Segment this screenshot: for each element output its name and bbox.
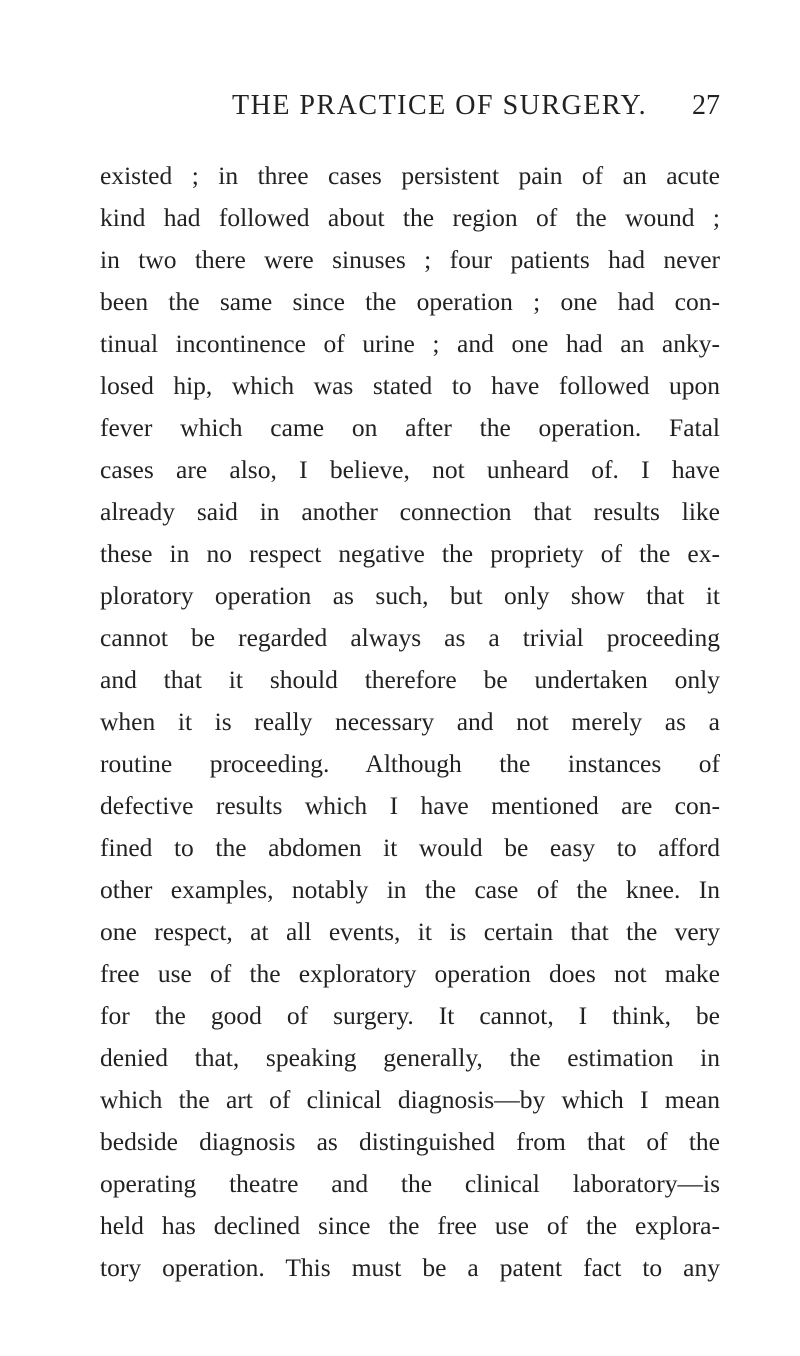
text-line: for the good of surgery. It cannot, I think, be bbox=[100, 1001, 720, 1030]
text-line: operating theatre and the clinical laboratory—is bbox=[100, 1169, 720, 1198]
text-line: cannot be regarded always as a trivial proceeding bbox=[100, 623, 720, 652]
body-text bbox=[100, 155, 720, 1289]
text-line: fined to the abdomen it would be easy to afford bbox=[100, 833, 720, 862]
text-line: one respect, at all events, it is certain that the very bbox=[100, 917, 720, 946]
text-line: in two there were sinuses ; four patients had never bbox=[100, 245, 720, 274]
text-line: ploratory operation as such, but only show that it bbox=[100, 581, 720, 610]
text-line: tory operation. This must be a patent fact to any bbox=[100, 1253, 720, 1282]
running-title: THE PRACTICE OF SURGERY. bbox=[232, 90, 648, 121]
running-head bbox=[100, 90, 720, 130]
text-line: bedside diagnosis as distinguished from that of the bbox=[100, 1127, 720, 1156]
text-line: existed ; in three cases persistent pain of an acute bbox=[100, 161, 720, 190]
text-line: routine proceeding. Although the instances of bbox=[100, 749, 720, 778]
text-line: losed hip, which was stated to have followed upon bbox=[100, 371, 720, 400]
text-line: when it is really necessary and not merely as a bbox=[100, 707, 720, 736]
text-line: which the art of clinical diagnosis—by which I mean bbox=[100, 1085, 720, 1114]
text-line: cases are also, I believe, not unheard of. I have bbox=[100, 455, 720, 484]
page-number: 27 bbox=[692, 90, 720, 121]
text-line: tinual incontinence of urine ; and one had an anky- bbox=[100, 329, 720, 358]
text-line: free use of the exploratory operation does not make bbox=[100, 959, 720, 988]
text-line: denied that, speaking generally, the estimation in bbox=[100, 1043, 720, 1072]
text-line: and that it should therefore be undertaken only bbox=[100, 665, 720, 694]
text-line: defective results which I have mentioned are con- bbox=[100, 791, 720, 820]
text-line: been the same since the operation ; one had con- bbox=[100, 287, 720, 316]
text-line: held has declined since the free use of the explora- bbox=[100, 1211, 720, 1240]
text-line: other examples, notably in the case of the knee. In bbox=[100, 875, 720, 904]
text-line: these in no respect negative the propriety of the ex- bbox=[100, 539, 720, 568]
text-line: fever which came on after the operation. Fatal bbox=[100, 413, 720, 442]
text-line: kind had followed about the region of the wound ; bbox=[100, 203, 720, 232]
text-line: already said in another connection that results like bbox=[100, 497, 720, 526]
